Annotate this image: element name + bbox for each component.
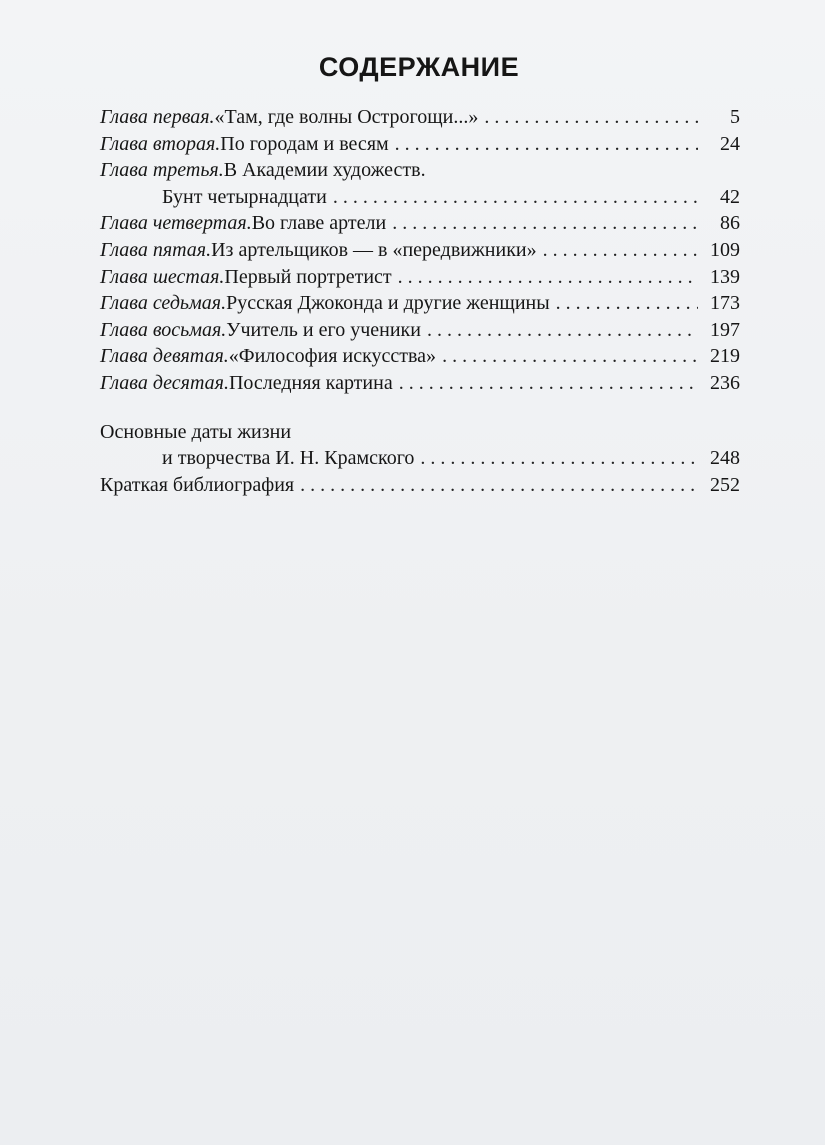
chapter-title: Последняя картина <box>228 371 393 394</box>
page-number: 219 <box>710 345 740 368</box>
dot-leader <box>300 474 698 497</box>
dot-leader <box>442 345 698 368</box>
chapter-label: Глава восьмая. <box>100 318 227 341</box>
page-number: 236 <box>710 371 740 394</box>
toc-entry-chapter-3[interactable] <box>100 159 740 186</box>
chapter-label: Глава пятая. <box>100 238 212 261</box>
chapter-label: Глава десятая. <box>100 371 229 394</box>
toc-entry-chapter-3-continued[interactable] <box>100 186 740 213</box>
toc-entry-chapter-4[interactable] <box>100 212 740 239</box>
chapter-title: «Там, где волны Острогощи...» <box>214 106 479 128</box>
chapter-title: Русская Джоконда и другие женщины <box>226 292 550 315</box>
chapter-title: Из артельщиков — в «передвижники» <box>211 238 537 261</box>
dot-leader <box>420 447 698 470</box>
chapter-title-line-2: Бунт четырнадцати <box>162 185 327 208</box>
page-number: 24 <box>720 132 740 155</box>
dot-leader <box>484 106 698 129</box>
appendix-title: Основные даты жизни <box>100 420 292 443</box>
toc-entry-chapter-8[interactable] <box>100 319 740 346</box>
chapter-label: Глава девятая. <box>100 345 229 368</box>
chapter-label: Глава седьмая. <box>100 292 227 315</box>
table-of-contents <box>100 106 740 500</box>
toc-entry-chapter-6[interactable] <box>100 266 740 293</box>
dot-leader <box>398 266 698 289</box>
toc-entry-chapter-1[interactable] <box>100 106 740 133</box>
dot-leader <box>399 372 698 395</box>
dot-leader <box>392 212 698 235</box>
page-number: 139 <box>710 265 740 288</box>
toc-entry-chapter-2[interactable] <box>100 133 740 160</box>
section-gap <box>100 399 740 421</box>
page-number: 109 <box>710 238 740 261</box>
appendix-title: Краткая библиография <box>100 473 295 496</box>
toc-title: СОДЕРЖАНИЕ <box>318 52 520 82</box>
page-number: 42 <box>720 185 740 208</box>
dot-leader <box>333 186 698 209</box>
chapter-title: Во главе артели <box>251 212 387 235</box>
chapter-title: По городам и весям <box>220 132 389 155</box>
chapter-label: Глава четвертая. <box>100 212 252 235</box>
toc-entry-chapter-9[interactable] <box>100 345 740 372</box>
dot-leader <box>427 319 698 342</box>
dot-leader <box>543 239 698 262</box>
chapter-label: Глава первая. <box>100 106 215 128</box>
toc-entry-chapter-5[interactable] <box>100 239 740 266</box>
page-number: 252 <box>710 473 740 496</box>
chapter-title: В Академии художеств. <box>223 159 426 182</box>
chapter-title: Учитель и его ученики <box>226 318 421 341</box>
chapter-label: Глава третья. <box>100 159 224 182</box>
dot-leader <box>556 292 698 315</box>
toc-entry-dates-continued[interactable] <box>100 447 740 474</box>
page-number: 197 <box>710 318 740 341</box>
page-number: 173 <box>710 292 740 315</box>
chapter-title: «Философия искусства» <box>228 345 437 368</box>
page-number: 86 <box>720 212 740 235</box>
chapter-label: Глава шестая. <box>100 265 225 288</box>
appendix-title-line-2: и творчества И. Н. Крамского <box>162 447 415 470</box>
chapter-label: Глава вторая. <box>100 132 221 155</box>
toc-entry-bibliography[interactable] <box>100 474 740 501</box>
chapter-title: Первый портретист <box>224 265 392 288</box>
toc-entry-dates[interactable] <box>100 421 740 448</box>
toc-entry-chapter-10[interactable] <box>100 372 740 399</box>
page-number: 248 <box>710 447 740 470</box>
toc-entry-chapter-7[interactable] <box>100 292 740 319</box>
page-number: 5 <box>730 106 740 128</box>
dot-leader <box>395 133 698 156</box>
